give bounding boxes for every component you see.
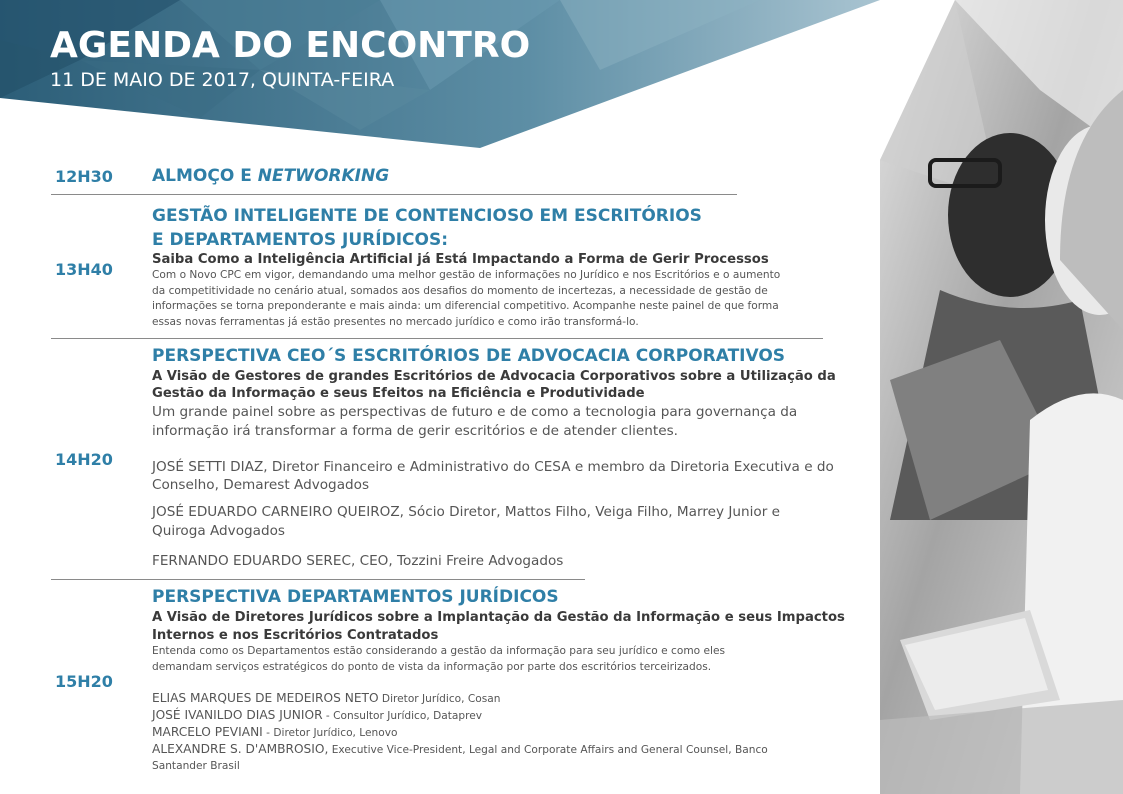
speaker-name: MARCELO PEVIANI — [152, 725, 263, 739]
session-description-line: Um grande painel sobre as perspectivas de futuro e de como a tecnologia para governança da — [152, 404, 798, 420]
session-description-line: Com o Novo CPC em vigor, demandando uma melhor gestão de informações no Jurídico e nos Escritórios e o aumento — [152, 269, 781, 281]
session-description-line: Entenda como os Departamentos estão considerando a gestão da informação para seu jurídico e como eles — [152, 645, 725, 657]
speaker-line — [152, 741, 768, 759]
speaker-name: ALEXANDRE S. D'AMBROSIO, — [152, 742, 329, 756]
speaker-line — [152, 724, 397, 742]
session-description-line: demandam serviços estratégicos do ponto de vista da informação por parte dos escritórios terceirizados. — [152, 660, 712, 673]
session-time: 12H30 — [55, 167, 113, 186]
session-time: 15H20 — [55, 672, 113, 691]
session-title-emphasis: NETWORKING — [257, 166, 390, 186]
speaker-line: Quiroga Advogados — [152, 523, 286, 539]
speaker-line — [152, 690, 500, 708]
session-description-line: essas novas ferramentas já estão presentes no mercado jurídico e como irão transformá-lo. — [152, 315, 639, 328]
session-title — [152, 166, 389, 186]
speaker-line: FERNANDO EDUARDO SEREC, CEO, Tozzini Freire Advogados — [152, 553, 564, 569]
speaker-line: Conselho, Demarest Advogados — [152, 477, 370, 493]
session-description-line: da competitividade no cenário atual, somados aos desafios do momento de incertezas, a necessidade de gestão de — [152, 284, 768, 297]
session-subtitle-line: Internos e nos Escritórios Contratados — [152, 628, 439, 643]
speaker-role: - Diretor Jurídico, Lenovo — [262, 727, 398, 739]
session-subtitle-line: Gestão da Informação e seus Efeitos na Eficiência e Produtividade — [152, 386, 645, 401]
session-subtitle: Saiba Como a Inteligência Artificial já Está Impactando a Forma de Gerir Processos — [152, 252, 769, 267]
session-description-line: informações se torna preponderante e mais ainda: um diferencial competitivo. Acompanhe neste painel de que forma — [152, 300, 779, 313]
session-subtitle-line: A Visão de Gestores de grandes Escritórios de Advocacia Corporativos sobre a Utilização da — [152, 369, 836, 384]
session-title: PERSPECTIVA CEO´S ESCRITÓRIOS DE ADVOCACIA CORPORATIVOS — [152, 346, 786, 366]
session-time: 14H20 — [55, 450, 113, 469]
session-time: 13H40 — [55, 260, 113, 279]
speaker-role: Diretor Jurídico, Cosan — [378, 693, 501, 705]
session-title-text: ALMOÇO E — [152, 166, 258, 186]
session-title-line: E DEPARTAMENTOS JURÍDICOS: — [152, 230, 448, 250]
speaker-line: JOSÉ EDUARDO CARNEIRO QUEIROZ, Sócio Diretor, Mattos Filho, Veiga Filho, Marrey Junior e — [152, 504, 780, 520]
speaker-role: Santander Brasil — [152, 760, 240, 772]
speaker-line — [152, 757, 240, 775]
event-date: 11 DE MAIO DE 2017, QUINTA-FEIRA — [50, 69, 395, 91]
divider — [51, 194, 737, 195]
session-title-line: GESTÃO INTELIGENTE DE CONTENCIOSO EM ESCRITÓRIOS — [152, 206, 702, 226]
speaker-line — [152, 707, 482, 725]
speaker-role: Executive Vice-President, Legal and Corporate Affairs and General Counsel, Banco — [328, 744, 768, 756]
divider — [51, 579, 585, 580]
page-title: AGENDA DO ENCONTRO — [50, 25, 531, 66]
speaker-name: JOSÉ IVANILDO DIAS JUNIOR — [152, 708, 323, 722]
photo-panel — [880, 0, 1123, 794]
session-title: PERSPECTIVA DEPARTAMENTOS JURÍDICOS — [152, 587, 559, 607]
speaker-line: JOSÉ SETTI DIAZ, Diretor Financeiro e Administrativo do CESA e membro da Diretoria Executiva e do — [152, 459, 834, 475]
speaker-role: - Consultor Jurídico, Dataprev — [322, 710, 483, 722]
divider — [51, 338, 823, 339]
speaker-name: ELIAS MARQUES DE MEDEIROS NETO — [152, 691, 379, 705]
session-description-line: informação irá transformar a forma de gerir escritórios e de atender clientes. — [152, 423, 678, 439]
session-subtitle-line: A Visão de Diretores Jurídicos sobre a Implantação da Gestão da Informação e seus Impactos — [152, 610, 845, 625]
